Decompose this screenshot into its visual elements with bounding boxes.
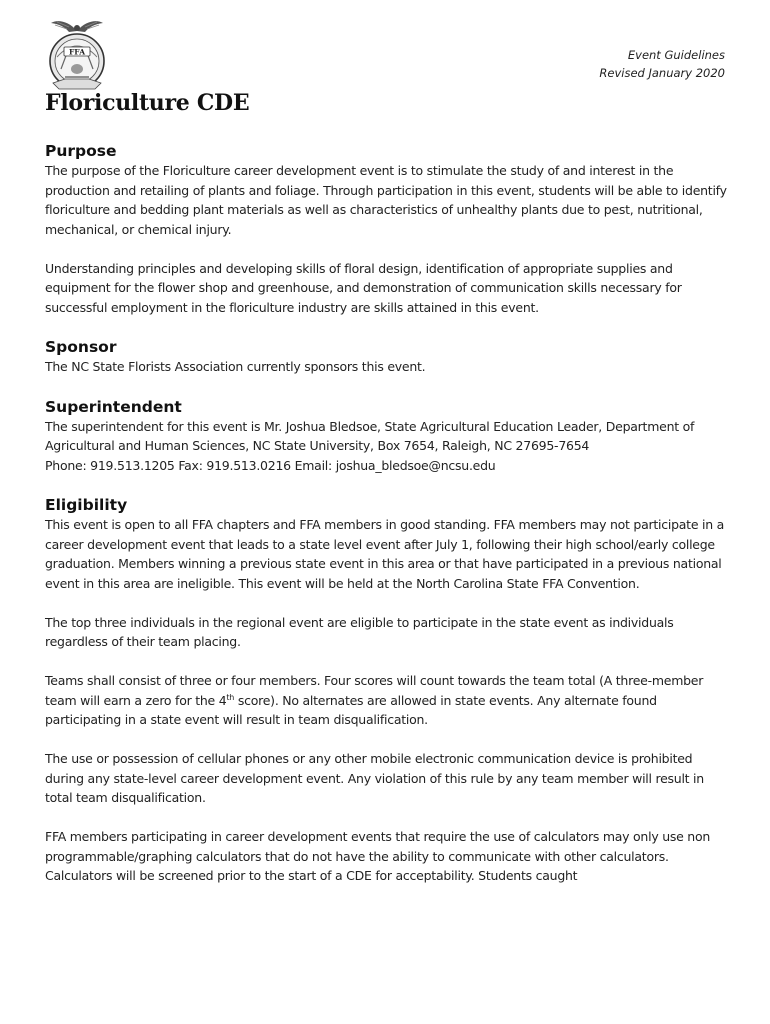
sponsor-heading: Sponsor xyxy=(45,338,117,356)
purpose-paragraph-1: The purpose of the Floriculture career development event is to stimulate the study of and interest in the production and retailing of plants and foliage. Through participation in this event, students will be able to identify floriculture and bedding plant materials as well as characteristics of unhealthy plants due to pest, nutritional, mechanical, or chemical injury. xyxy=(45,163,727,237)
sponsor-paragraph: The NC State Florists Association currently sponsors this event. xyxy=(45,359,426,374)
eligibility-paragraph-3 xyxy=(45,671,730,730)
superintendent-paragraph: The superintendent for this event is Mr. Joshua Bledsoe, State Agricultural Education Leader, Department of Agricultural and Human Sciences, NC State University, Box 7654, Raleigh, NC 27695-7654 xyxy=(45,418,695,453)
document-body xyxy=(45,141,730,886)
eligibility-paragraph-1: This event is open to all FFA chapters and FFA members in good standing. FFA members may not participate in a career development event that leads to a state level event after July 1, following their high school/early college graduation. Members winning a previous state event in this area or that have participated in a previous national event in this area are ineligible. This event will be held at the North Carolina State FFA Convention. xyxy=(45,517,725,591)
eligibility-paragraph-5: FFA members participating in career development events that require the use of calculators may only use non programmable/graphing calculators that do not have the ability to communicate with other calculators. Calculators will be screened prior to the start of a CDE for acceptability. Students caught xyxy=(45,829,711,883)
purpose-section xyxy=(45,141,730,317)
document-meta xyxy=(599,47,725,82)
purpose-paragraph-2: Understanding principles and developing skills of floral design, identification of appropriate supplies and equipment for the flower shop and greenhouse, and demonstration of communication skills necessary for successful employment in the floriculture industry are skills attained in this event. xyxy=(45,260,682,315)
superintendent-contact: Phone: 919.513.1205 Fax: 919.513.0216 Email: joshua_bledsoe@ncsu.edu xyxy=(45,457,496,473)
eligibility-paragraph-4: The use or possession of cellular phones or any other mobile electronic communication device is prohibited during any state-level career development event. Any violation of this rule by any team member will result in total team disqualification. xyxy=(45,751,704,805)
purpose-heading: Purpose xyxy=(45,142,117,160)
guidelines-label: Event Guidelines xyxy=(627,48,725,62)
team-rule-text-b: score). No alternates are allowed in state events. Any alternate found participating in a state event will result in team disqualification. xyxy=(45,692,657,727)
ordinal-suffix: th xyxy=(226,692,235,702)
sponsor-section xyxy=(45,337,730,377)
eligibility-paragraph-2: The top three individuals in the regional event are eligible to participate in the state event as individuals regardless of their team placing. xyxy=(45,614,674,649)
superintendent-section xyxy=(45,397,730,476)
logo-text: FFA xyxy=(68,47,86,57)
eligibility-section xyxy=(45,495,730,886)
team-rule-text-a: Teams shall consist of three or four members. Four scores will count towards the team total (A three-member team will earn a zero for the 4 xyxy=(45,673,704,708)
ffa-emblem-icon xyxy=(47,17,107,93)
page-title: Floriculture CDE xyxy=(45,90,250,116)
superintendent-heading: Superintendent xyxy=(45,397,182,416)
revision-date: Revised January 2020 xyxy=(599,65,725,80)
eligibility-heading: Eligibility xyxy=(45,496,128,514)
